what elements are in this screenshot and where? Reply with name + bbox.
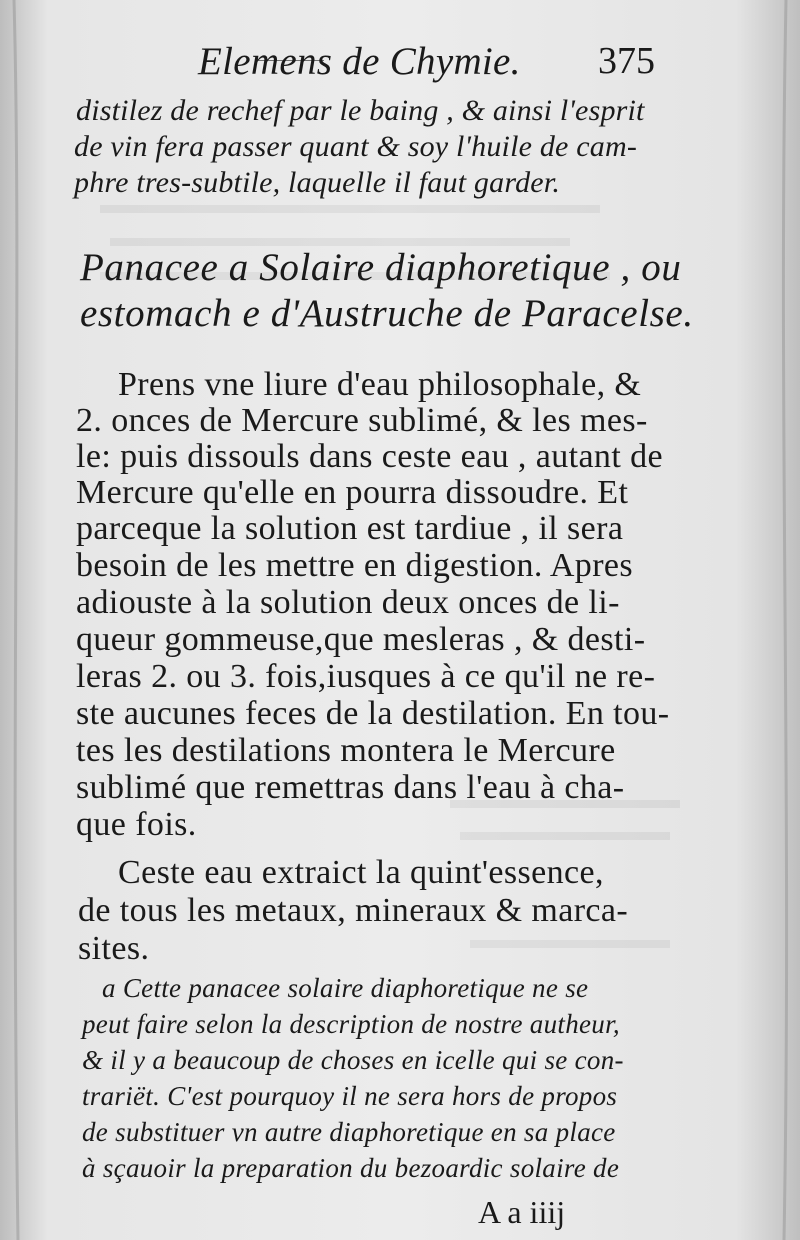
body-text-line: sublimé que remettras dans l'eau à cha- xyxy=(76,769,625,806)
body-text-line: adiouste à la solution deux onces de li- xyxy=(76,584,620,621)
body-text-line: queur gommeuse,que mesleras , & desti- xyxy=(76,621,646,658)
body-text-line: le: puis dissouls dans ceste eau , autant de xyxy=(76,438,663,475)
body-text-line: leras 2. ou 3. fois,iusques à ce qu'il ne re- xyxy=(76,658,656,695)
signature-mark: A a iiij xyxy=(478,1194,566,1230)
body-text-line: Mercure qu'elle en pourra dissoudre. Et xyxy=(76,474,629,511)
continued-text-line: phre tres-subtile, laquelle il faut garder. xyxy=(74,166,561,199)
body-text-line: parceque la solution est tardiue , il sera xyxy=(76,510,624,547)
body-text-line: sites. xyxy=(78,930,150,967)
footnote-line: a Cette panacee solaire diaphoretique ne se xyxy=(102,973,589,1003)
footnote-line: & il y a beaucoup de choses en icelle qui se con- xyxy=(82,1045,624,1075)
continued-text-line: distilez de rechef par le baing , & ainsi l'esprit xyxy=(76,94,645,127)
footnote-line: peut faire selon la description de nostre autheur, xyxy=(82,1009,620,1039)
page-number: 375 xyxy=(598,40,655,82)
body-text-line: de tous les metaux, mineraux & marca- xyxy=(78,892,629,929)
footnote-line: trariët. C'est pourquoy il ne sera hors de propos xyxy=(82,1081,618,1111)
body-text-line: ste aucunes feces de la destilation. En tou- xyxy=(76,695,670,732)
body-text-line: 2. onces de Mercure sublimé, & les mes- xyxy=(76,402,648,439)
body-text-line: Prens vne liure d'eau philosophale, & xyxy=(118,366,642,403)
body-text-line: que fois. xyxy=(76,806,197,843)
section-title-line: Panacee a Solaire diaphoretique , ou xyxy=(80,246,682,289)
running-title: Elemens de Chymie. xyxy=(198,40,521,83)
section-title-line: estomach e d'Austruche de Paracelse. xyxy=(80,292,694,335)
body-text-line: Ceste eau extraict la quint'essence, xyxy=(118,854,604,891)
footnote-line: de substituer vn autre diaphoretique en sa place xyxy=(82,1117,616,1147)
body-text-line: besoin de les mettre en digestion. Apres xyxy=(76,547,634,584)
body-text-line: tes les destilations montera le Mercure xyxy=(76,732,616,769)
continued-text-line: de vin fera passer quant & soy l'huile de cam- xyxy=(74,130,638,163)
footnote-line: à sçauoir la preparation du bezoardic solaire de xyxy=(82,1153,620,1183)
